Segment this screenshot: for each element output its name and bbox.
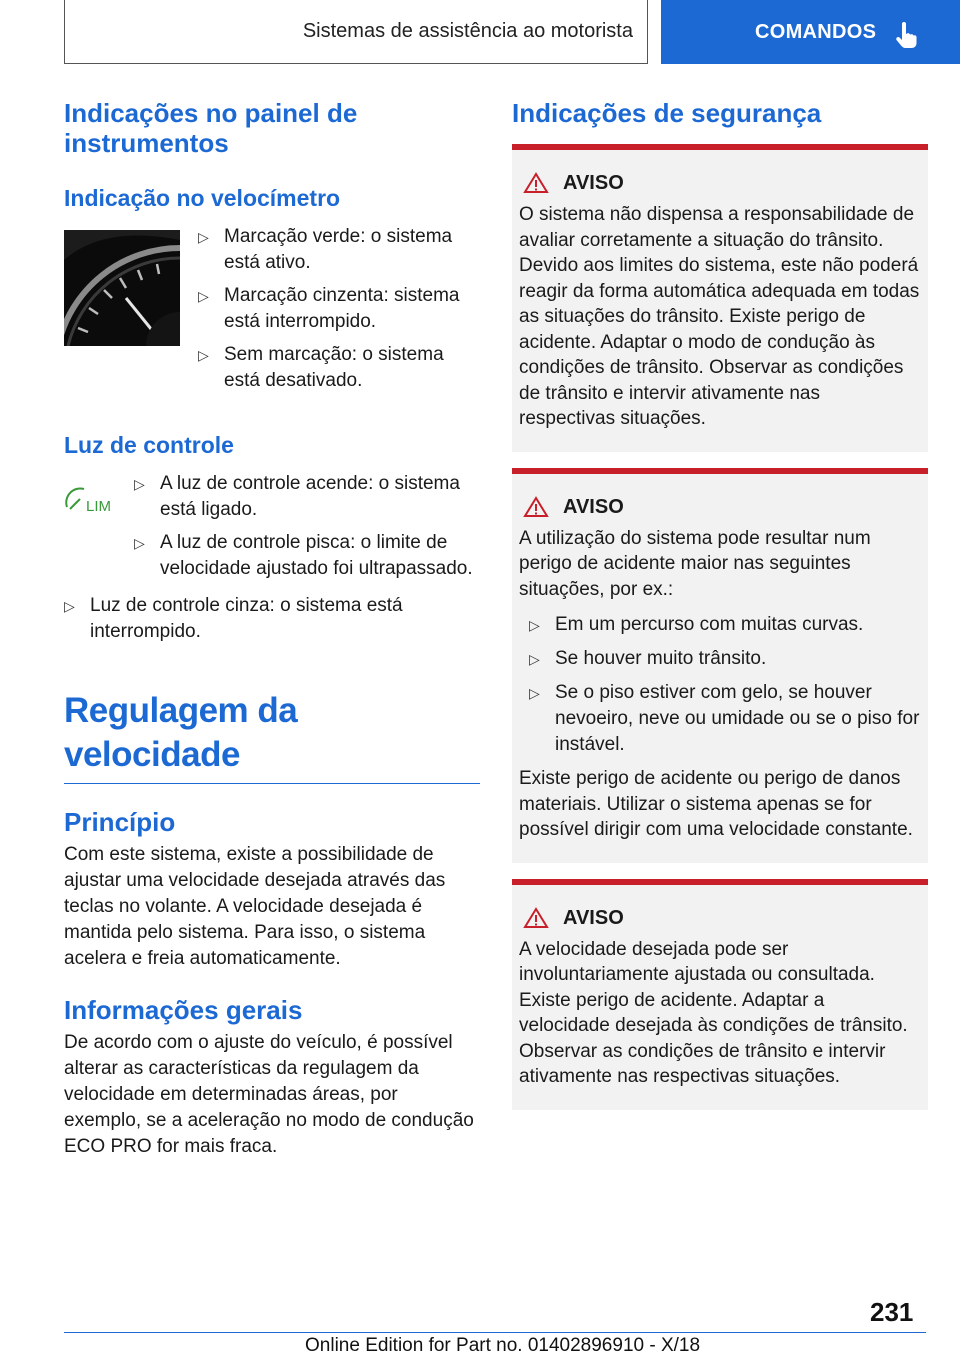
warning-title: AVISO xyxy=(523,170,920,196)
control-light-figure-row xyxy=(64,471,480,589)
control-light-extra-list xyxy=(64,593,480,645)
speedometer-image xyxy=(64,230,180,346)
left-column xyxy=(64,98,480,1160)
list-item: ▷ Marcação verde: o sistema está ativo. xyxy=(198,226,453,273)
control-light-list xyxy=(134,471,480,589)
subtitle-speedometer: Indicação no velocímetro xyxy=(64,185,341,211)
warning-title: AVISO xyxy=(523,494,920,520)
list-item: ▷ Sem marcação: o sistema está desativado. xyxy=(198,344,444,391)
section-title-instruments: Indicações no painel de instrumentos xyxy=(64,98,358,158)
chapter-header xyxy=(64,0,648,64)
section-tab[interactable] xyxy=(661,0,960,64)
list-item: ▷ Marcação cinzenta: sistema está interrompido. xyxy=(198,285,460,332)
warning-text: A utilização do sistema pode resultar num perigo de acidente maior nas seguintes situações, por ex.: xyxy=(519,527,871,600)
page-number: 231 xyxy=(870,1297,914,1327)
subtitle-principle: Princípio xyxy=(64,807,176,837)
subtitle-general-info: Informações gerais xyxy=(64,995,303,1025)
svg-text:LIM: LIM xyxy=(86,498,112,513)
pointing-hand-icon xyxy=(893,22,919,50)
list-item: ▷ A luz de controle pisca: o limite de velocidade ajustado foi ultrapassado. xyxy=(134,532,473,579)
general-info-paragraph: De acordo com o ajuste do veículo, é possível alterar as características da regulagem da velocidade em determinadas áreas, por exemplo, se a aceleração no modo de condução ECO PRO for mais fraca. xyxy=(64,1032,474,1157)
warning-triangle-icon xyxy=(523,496,549,518)
subtitle-control-light: Luz de controle xyxy=(64,432,234,458)
list-item: ▷ Em um percurso com muitas curvas. xyxy=(529,614,864,635)
warning-triangle-icon xyxy=(523,172,549,194)
chapter-title-speed-regulation: Regulagem da velocidade xyxy=(64,689,480,784)
footer-divider xyxy=(64,1332,926,1333)
warning-box xyxy=(512,144,928,452)
warning-text-after: Existe perigo de acidente ou perigo de danos materiais. Utilizar o sistema apenas se for possível dirigir com uma velocidade constante. xyxy=(519,768,913,840)
section-title: COMANDOS xyxy=(755,20,877,43)
warning-triangle-icon xyxy=(523,907,549,929)
list-item: ▷ Luz de controle cinza: o sistema está interrompido. xyxy=(64,595,403,642)
list-item: ▷ A luz de controle acende: o sistema está ligado. xyxy=(134,473,460,520)
warning-text: A velocidade desejada pode ser involuntariamente ajustada ou consultada. Existe perigo de acidente. Adaptar a velocidade desejada às condições de trânsito. Observar as condições de trânsito e intervir ativamente nas respectivas situações. xyxy=(519,938,908,1087)
edition-footer: Online Edition for Part no. 01402896910 - X/18 xyxy=(305,1335,701,1356)
section-title-safety: Indicações de segurança xyxy=(512,98,822,128)
speed-limiter-icon xyxy=(64,483,122,513)
list-item: ▷ Se o piso estiver com gelo, se houver nevoeiro, neve ou umidade ou se o piso for instável. xyxy=(529,682,920,755)
warning-list xyxy=(529,612,920,758)
warning-box xyxy=(512,468,928,863)
warning-text: O sistema não dispensa a responsabilidade de avaliar corretamente a situação do trânsito. Devido aos limites do sistema, este não poderá reagir da forma automática adequada em todas as situações do trânsito. Existe perigo de acidente. Adaptar o modo de condução às condições de trânsito. Observar as condições de trânsito e intervir ativamente nas respectivas situações. xyxy=(519,204,920,429)
chapter-title: Sistemas de assistência ao motorista xyxy=(302,20,633,42)
speedometer-figure-row xyxy=(64,224,480,401)
right-column xyxy=(512,98,928,1110)
list-item: ▷ Se houver muito trânsito. xyxy=(529,648,767,669)
warning-title: AVISO xyxy=(523,905,920,931)
speedometer-list xyxy=(198,224,480,401)
principle-paragraph: Com este sistema, existe a possibilidade de ajustar uma velocidade desejada através das teclas no volante. A velocidade desejada é mantida pelo sistema. Para isso, o sistema acelera e freia automaticamente. xyxy=(64,844,446,969)
warning-box xyxy=(512,879,928,1110)
